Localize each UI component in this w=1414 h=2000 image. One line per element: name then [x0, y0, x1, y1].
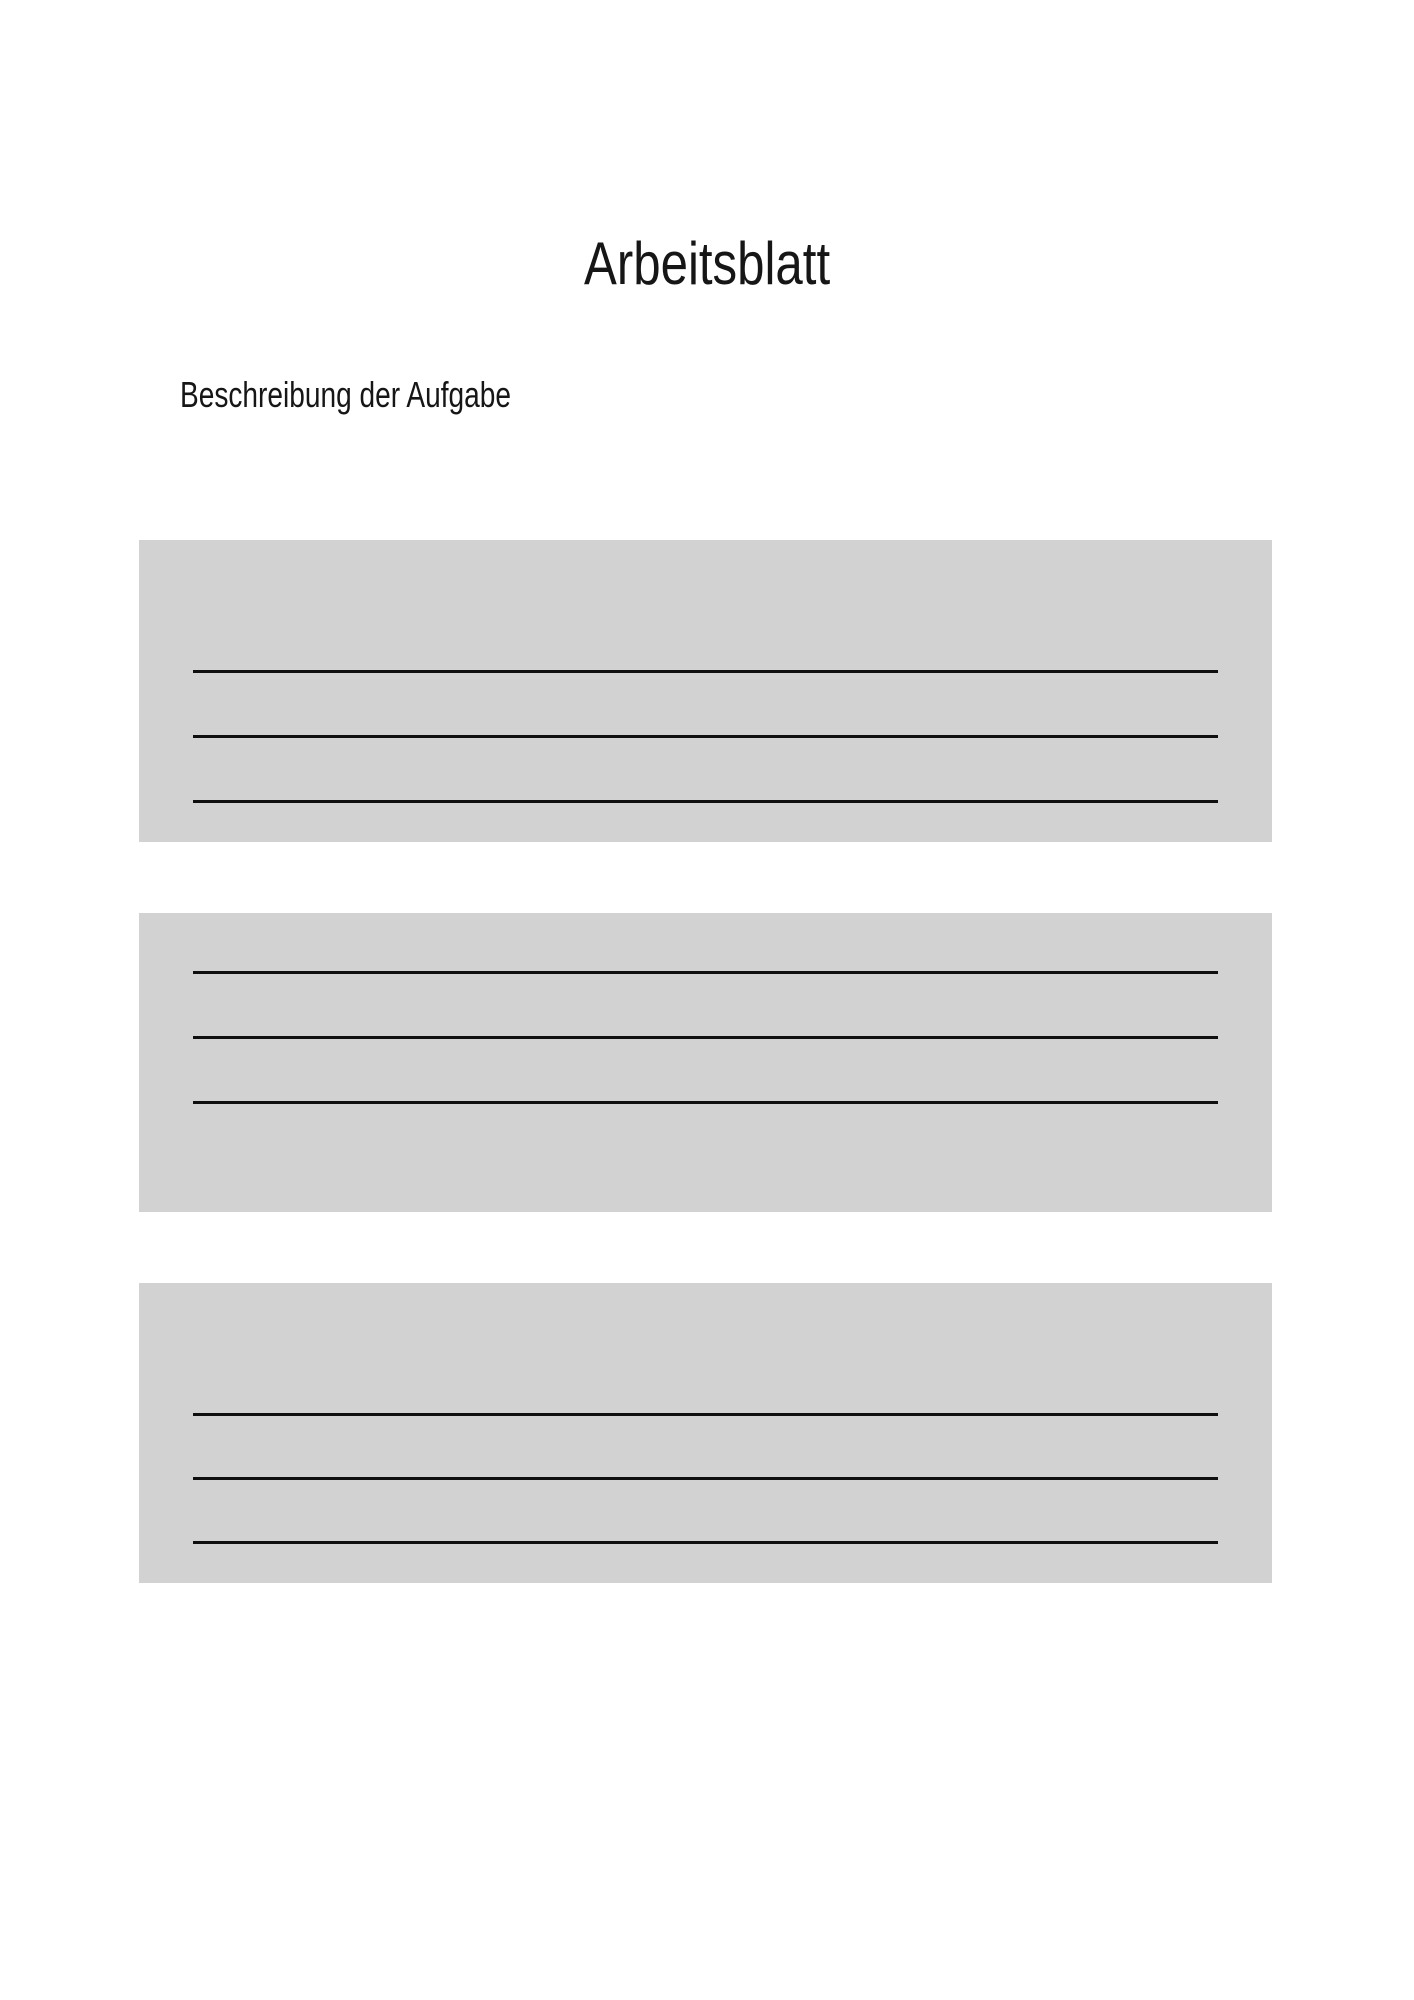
- writing-line: [193, 1036, 1218, 1039]
- answer-box-3: [139, 1283, 1272, 1583]
- writing-line: [193, 1413, 1218, 1416]
- answer-box-2: [139, 913, 1272, 1212]
- writing-line: [193, 1541, 1218, 1544]
- answer-box-1: [139, 540, 1272, 842]
- writing-line: [193, 971, 1218, 974]
- writing-line: [193, 800, 1218, 803]
- writing-line: [193, 1477, 1218, 1480]
- writing-line: [193, 670, 1218, 673]
- writing-line: [193, 1101, 1218, 1104]
- task-description-text: Beschreibung der Aufgabe: [180, 374, 511, 415]
- page-title-text: Arbeitsblatt: [583, 230, 831, 297]
- writing-line: [193, 735, 1218, 738]
